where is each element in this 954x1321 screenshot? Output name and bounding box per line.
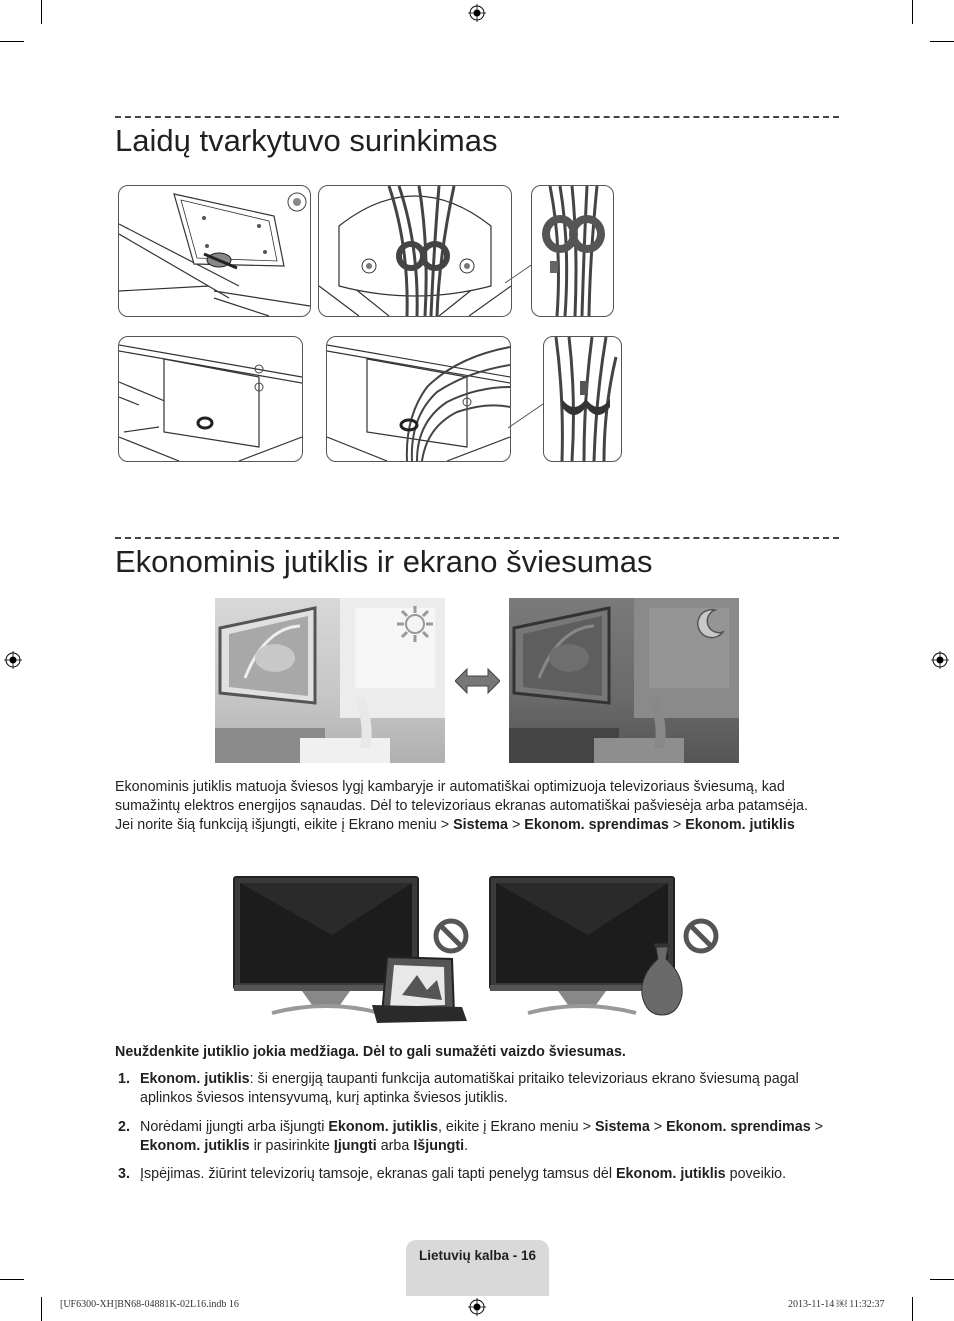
tv-with-photo-frame-illustration (232, 875, 472, 1025)
list-bold: Išjungti (413, 1138, 465, 1154)
list-number: 2. (118, 1119, 130, 1135)
list-bold: Ekonom. jutiklis (140, 1138, 250, 1154)
para-bold-eco-solution: Ekonom. sprendimas (524, 817, 669, 833)
para-text: > (668, 817, 686, 833)
bright-room-photo (215, 598, 445, 763)
moon-icon (691, 606, 727, 642)
section-title-cable-manager: Laidų tvarkytuvo surinkimas (115, 123, 498, 158)
list-text: . (464, 1138, 469, 1154)
print-slug-right: 2013-11-14 ￼ 11:32:37 (788, 1299, 885, 1310)
list-bold: Sistema (594, 1119, 650, 1135)
illustration-stand-with-cables (326, 336, 511, 462)
crop-mark (0, 1279, 24, 1280)
crop-mark (912, 0, 913, 24)
registration-mark-icon (931, 651, 949, 669)
list-bold: Ekonom. jutiklis (328, 1119, 438, 1135)
list-item (115, 1118, 835, 1158)
sun-icon (395, 604, 435, 644)
para-bold-system: Sistema (453, 817, 508, 833)
list-text: Įspėjimas. žiūrint televizorių tamsoje, ekranas gali tapti penelyg tamsus dėl (140, 1166, 616, 1182)
crop-mark (41, 0, 42, 24)
list-item (115, 1070, 835, 1110)
double-arrow-icon (455, 668, 500, 694)
crop-mark (930, 41, 954, 42)
para-text: Ekonominis jutiklis matuoja šviesos lygį kambaryje ir automatiškai optimizuoja televizoriaus šviesumą, kad sumažintų elektros energijos sąnaudas. Dėl to televizoriaus ekranas automatiškai pašviesėja arba patamsėja. Jei norite šią funkciją išjungti, eikite į Ekrano meniu > (115, 779, 808, 833)
tv-with-vase-illustration (488, 875, 728, 1025)
list-item (115, 1165, 835, 1187)
list-text: , eikite į Ekrano meniu > (437, 1119, 595, 1135)
para-bold-eco-sensor: Ekonom. jutiklis (685, 817, 795, 833)
illustration-cable-clip-detail (543, 336, 622, 462)
registration-mark-icon (4, 651, 22, 669)
crop-mark (930, 1279, 954, 1280)
section-divider (115, 537, 839, 539)
illustration-stand-front (118, 336, 303, 462)
print-slug-left: [UF6300-XH]BN68-04881K-02L16.indb 16 (60, 1299, 239, 1310)
crop-mark (912, 1297, 913, 1321)
list-text: > (649, 1119, 667, 1135)
list-bold: Ekonom. jutiklis (616, 1166, 726, 1182)
crop-mark (0, 41, 24, 42)
illustration-cable-holder-zoom (318, 185, 512, 317)
list-number: 3. (118, 1166, 130, 1182)
list-text: > (810, 1119, 824, 1135)
registration-mark-icon (468, 4, 486, 22)
list-text: ir pasirinkite (249, 1138, 334, 1154)
crop-mark (41, 1297, 42, 1321)
page-number-tab (406, 1240, 549, 1296)
list-text: Norėdami įjungti arba išjungti (140, 1119, 329, 1135)
para-text: > (507, 817, 525, 833)
list-number: 1. (118, 1071, 130, 1087)
page-number-label: Lietuvių kalba - 16 (418, 1248, 537, 1263)
section-title-eco-sensor: Ekonominis jutiklis ir ekrano šviesumas (115, 544, 653, 579)
dark-room-photo (509, 598, 739, 763)
eco-sensor-description (115, 778, 815, 835)
cover-warning-note: Neuždenkite jutiklio jokia medžiaga. Dėl to gali sumažėti vaizdo šviesumas. (115, 1044, 626, 1060)
list-bold: Įjungti (333, 1138, 377, 1154)
zoom-connector-line (508, 400, 548, 430)
registration-mark-icon (468, 1298, 486, 1316)
illustration-cable-holder-detail (531, 185, 614, 317)
list-bold: Ekonom. sprendimas (666, 1119, 811, 1135)
list-bold: Ekonom. jutiklis (140, 1071, 250, 1087)
list-text: : ši energiją taupanti funkcija automatiškai pritaiko televizoriaus ekrano šviesumą pagal aplinkos šviesos intensyvumą, kurį aptinka šviesos jutiklis. (140, 1071, 799, 1106)
list-text: poveikio. (725, 1166, 787, 1182)
illustration-stand-back (118, 185, 311, 317)
list-text: arba (376, 1138, 414, 1154)
section-divider (115, 116, 839, 118)
prohibited-icon (682, 917, 720, 955)
prohibited-icon (432, 917, 470, 955)
